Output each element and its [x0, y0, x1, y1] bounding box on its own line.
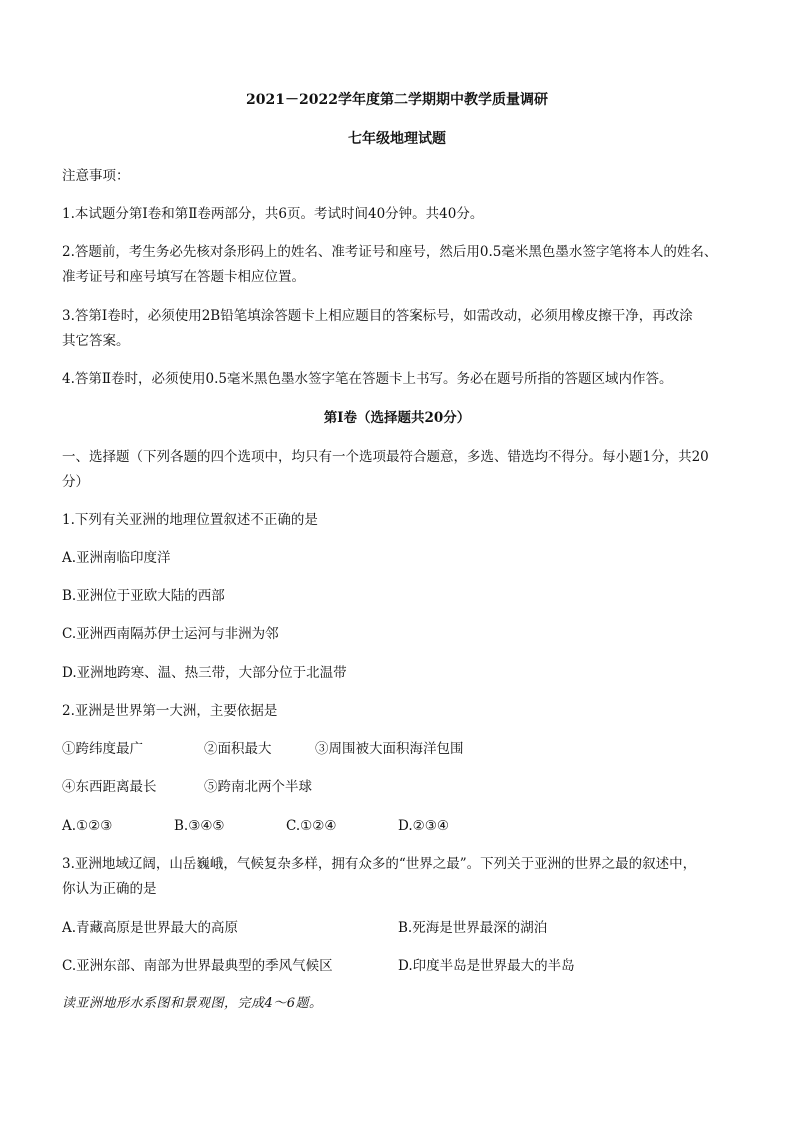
q1-option-a: A.亚洲南临印度洋	[62, 550, 171, 566]
q2-statement-4: ④东西距离最长	[62, 779, 157, 795]
note-item-4: 4.答第Ⅱ卷时，必须使用0.5毫米黑色墨水签字笔在答题卡上书写。务必在题号所指的答题区域内作答。	[62, 371, 673, 387]
q2-statement-5: ⑤跨南北两个半球	[204, 779, 312, 795]
q3-option-c: C.亚洲东部、南部为世界最典型的季风气候区	[62, 958, 333, 974]
q3-option-a: A.青藏高原是世界最大的高原	[62, 920, 239, 936]
section-title: 第Ⅰ卷（选择题共20分）	[323, 410, 471, 426]
note-item-2-line1: 2.答题前，考生务必先核对条形码上的姓名、准考证号和座号，然后用0.5毫米黑色墨水签字笔将本人的姓名、	[62, 244, 718, 260]
q3-option-d: D.印度半岛是世界最大的半岛	[398, 958, 575, 974]
q1-option-d: D.亚洲地跨寒、温、热三带，大部分位于北温带	[62, 665, 347, 681]
q2-statement-1: ①跨纬度最广	[62, 741, 143, 757]
exam-title: 2021－2022学年度第二学期期中教学质量调研	[246, 92, 548, 108]
note-item-3-line1: 3.答第Ⅰ卷时，必须使用2B铅笔填涂答题卡上相应题目的答案标号，如需改动，必须用橡皮擦干净，再改涂	[62, 308, 693, 324]
note-item-3-line2: 其它答案。	[62, 333, 130, 349]
q2-option-d: D.②③④	[398, 818, 449, 834]
note-item-1: 1.本试题分第Ⅰ卷和第Ⅱ卷两部分，共6页。考试时间40分钟。共40分。	[62, 206, 484, 222]
q3-option-b: B.死海是世界最深的湖泊	[398, 920, 548, 936]
q2-option-a: A.①②③	[62, 818, 113, 834]
notes-heading: 注意事项：	[62, 168, 130, 184]
q2-option-b: B.③④⑤	[174, 818, 225, 834]
section-intro-line2: 分）	[62, 474, 89, 490]
reading-instruction: 读亚洲地形水系图和景观图，完成4～6题。	[62, 996, 323, 1011]
q1-option-c: C.亚洲西南隔苏伊士运河与非洲为邻	[62, 626, 279, 642]
q2-statement-3: ③周围被大面积海洋包围	[315, 741, 464, 757]
exam-subtitle: 七年级地理试题	[348, 131, 446, 147]
q2-statement-2: ②面积最大	[204, 741, 272, 757]
section-intro-line1: 一、选择题（下列各题的四个选项中，均只有一个选项最符合题意，多选、错选均不得分。每小题1分，共20	[62, 449, 709, 465]
q1-stem: 1.下列有关亚洲的地理位置叙述不正确的是	[62, 512, 318, 528]
q1-option-b: B.亚洲位于亚欧大陆的西部	[62, 588, 225, 604]
q3-stem-line1: 3.亚洲地域辽阔，山岳巍峨，气候复杂多样，拥有众多的“世界之最”。下列关于亚洲的世界之最的叙述中，	[62, 856, 697, 872]
note-item-2-line2: 准考证号和座号填写在答题卡相应位置。	[62, 269, 305, 285]
q3-stem-line2: 你认为正确的是	[62, 881, 157, 897]
q2-stem: 2.亚洲是世界第一大洲，主要依据是	[62, 703, 278, 719]
q2-option-c: C.①②④	[286, 818, 337, 834]
